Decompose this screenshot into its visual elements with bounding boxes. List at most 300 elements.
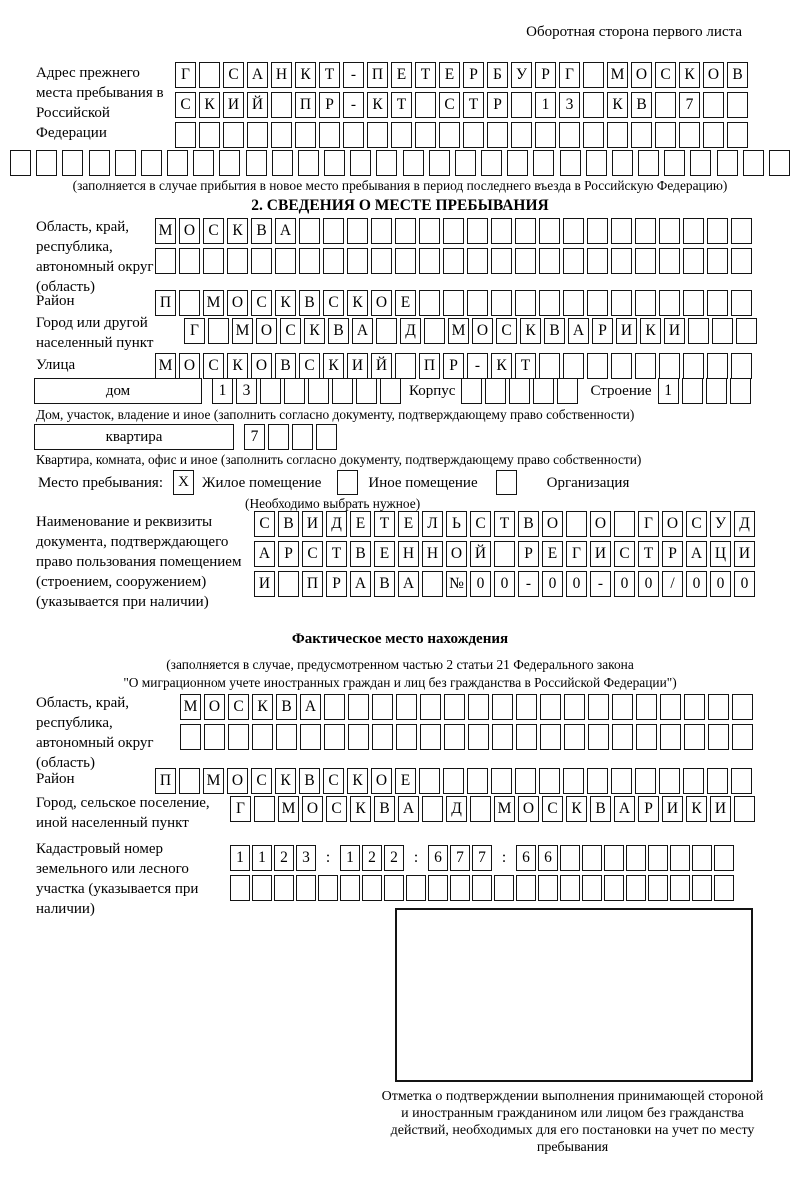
char-box: К (227, 218, 248, 244)
empty-char-box (219, 150, 240, 176)
char-box: Й (470, 541, 491, 567)
char-box: Л (422, 511, 443, 537)
char-box: О (227, 768, 248, 794)
empty-char-box (396, 724, 417, 750)
char-box: О (590, 511, 611, 537)
char-box: 7 (679, 92, 700, 118)
char-box: 1 (212, 378, 233, 404)
empty-char-box (491, 248, 512, 274)
empty-char-box (583, 62, 604, 88)
empty-char-box (340, 875, 360, 901)
char-box: К (323, 353, 344, 379)
empty-char-box (516, 724, 537, 750)
char-box: О (446, 541, 467, 567)
char-box: 3 (236, 378, 257, 404)
char-box: С (223, 62, 244, 88)
empty-char-box (348, 724, 369, 750)
empty-char-box (348, 694, 369, 720)
char-box: М (494, 796, 515, 822)
empty-char-box (566, 511, 587, 537)
kvartira-cells (244, 424, 337, 450)
char-box: - (343, 92, 364, 118)
doc-row-3 (254, 571, 755, 597)
empty-char-box (612, 150, 633, 176)
empty-char-box (539, 353, 560, 379)
char-box: К (347, 768, 368, 794)
empty-char-box (299, 218, 320, 244)
empty-char-box (557, 378, 578, 404)
empty-char-box (659, 248, 680, 274)
char-box: С (228, 694, 249, 720)
char-box: К (367, 92, 388, 118)
char-box: В (299, 768, 320, 794)
char-box: 7 (472, 845, 492, 871)
char-box: В (631, 92, 652, 118)
char-box: Й (371, 353, 392, 379)
empty-char-box (89, 150, 110, 176)
empty-char-box (690, 150, 711, 176)
empty-char-box (648, 845, 668, 871)
prev-address-row-4 (10, 150, 790, 176)
char-box: И (223, 92, 244, 118)
char-box: С (323, 290, 344, 316)
empty-char-box (655, 122, 676, 148)
char-box: Е (395, 768, 416, 794)
char-box: О (542, 511, 563, 537)
ulitsa-label: Улица (36, 357, 76, 373)
doc-row-1 (254, 511, 755, 537)
empty-char-box (659, 290, 680, 316)
empty-char-box (391, 122, 412, 148)
oblast-row-1 (155, 218, 752, 244)
empty-char-box (670, 845, 690, 871)
empty-char-box (252, 724, 273, 750)
empty-char-box (199, 122, 220, 148)
empty-char-box (635, 218, 656, 244)
empty-char-box (604, 875, 624, 901)
fact-title: Фактическое место нахождения (291, 631, 509, 647)
empty-char-box (467, 218, 488, 244)
empty-char-box (731, 768, 752, 794)
empty-char-box (247, 122, 268, 148)
fact-rayon-label: Район (36, 771, 75, 787)
prev-address-row-2 (175, 92, 748, 118)
char-box: 0 (734, 571, 755, 597)
empty-char-box (227, 248, 248, 274)
empty-char-box (660, 724, 681, 750)
char-box: В (727, 62, 748, 88)
empty-char-box (492, 694, 513, 720)
char-box: - (343, 62, 364, 88)
empty-char-box (415, 122, 436, 148)
korpus-cells (461, 378, 578, 404)
empty-char-box (614, 511, 635, 537)
empty-char-box (179, 290, 200, 316)
empty-char-box (298, 150, 319, 176)
char-box: И (347, 353, 368, 379)
empty-char-box (396, 694, 417, 720)
residence-zhiloe-checkbox: X (173, 470, 194, 495)
empty-char-box (707, 290, 728, 316)
empty-char-box (563, 768, 584, 794)
char-box: С (496, 318, 517, 344)
char-box: А (568, 318, 589, 344)
empty-char-box (564, 694, 585, 720)
empty-char-box (743, 150, 764, 176)
char-box: К (566, 796, 587, 822)
char-box: Д (446, 796, 467, 822)
kvartira-box: квартира (34, 424, 234, 450)
empty-char-box (714, 845, 734, 871)
char-box: С (254, 511, 275, 537)
empty-char-box (560, 875, 580, 901)
char-box: П (419, 353, 440, 379)
char-box: 0 (686, 571, 707, 597)
empty-char-box (635, 248, 656, 274)
char-box: 1 (252, 845, 272, 871)
empty-char-box (648, 875, 668, 901)
char-box: К (347, 290, 368, 316)
char-box: Н (398, 541, 419, 567)
char-box: П (367, 62, 388, 88)
fact-rayon-row (155, 768, 752, 794)
empty-char-box (612, 724, 633, 750)
char-box: С (280, 318, 301, 344)
empty-char-box (167, 150, 188, 176)
char-box: О (703, 62, 724, 88)
char-box: Р (443, 353, 464, 379)
empty-char-box (708, 694, 729, 720)
empty-char-box (533, 150, 554, 176)
empty-char-box (539, 218, 560, 244)
char-box: И (590, 541, 611, 567)
char-box: С (323, 768, 344, 794)
empty-char-box (509, 378, 530, 404)
empty-char-box (300, 724, 321, 750)
char-box: К (295, 62, 316, 88)
char-box: Р (278, 541, 299, 567)
residence-org-checkbox (496, 470, 517, 495)
empty-char-box (380, 378, 401, 404)
empty-char-box (583, 92, 604, 118)
char-box: С (470, 511, 491, 537)
empty-char-box (564, 724, 585, 750)
empty-char-box (424, 318, 445, 344)
char-box: Е (542, 541, 563, 567)
empty-char-box (582, 845, 602, 871)
empty-char-box (706, 378, 727, 404)
empty-char-box (175, 122, 196, 148)
empty-char-box (563, 218, 584, 244)
char-box: С (686, 511, 707, 537)
empty-char-box (467, 248, 488, 274)
residence-inoe-label: Иное помещение (368, 475, 478, 491)
char-box: И (664, 318, 685, 344)
residence-inoe-checkbox (337, 470, 358, 495)
empty-char-box (736, 318, 757, 344)
empty-char-box (611, 248, 632, 274)
empty-char-box (376, 150, 397, 176)
residence-type-note: (Необходимо выбрать нужное) (245, 496, 421, 511)
char-box: О (631, 62, 652, 88)
char-box: О (256, 318, 277, 344)
char-box: Г (638, 511, 659, 537)
char-box: А (247, 62, 268, 88)
prev-address-note: (заполняется в случае прибытия в новое место пребывания в период последнего въезда в Российскую Федерацию) (72, 178, 728, 193)
char-box: Р (518, 541, 539, 567)
prev-address-label: Адрес прежнего места пребывания в Российской Федерации (36, 65, 164, 141)
empty-char-box (371, 248, 392, 274)
empty-char-box (36, 150, 57, 176)
empty-char-box (583, 122, 604, 148)
empty-char-box (384, 875, 404, 901)
empty-char-box (443, 248, 464, 274)
empty-char-box (395, 218, 416, 244)
empty-char-box (472, 875, 492, 901)
char-box: Т (391, 92, 412, 118)
char-box: 6 (538, 845, 558, 871)
empty-char-box (515, 248, 536, 274)
empty-char-box (703, 92, 724, 118)
empty-char-box (276, 724, 297, 750)
char-box: А (614, 796, 635, 822)
char-box: М (155, 353, 176, 379)
char-box: О (227, 290, 248, 316)
char-box: Е (350, 511, 371, 537)
char-box: 0 (638, 571, 659, 597)
char-box: 1 (535, 92, 556, 118)
char-box: Т (326, 541, 347, 567)
char-box: К (252, 694, 273, 720)
char-box: У (710, 511, 731, 537)
empty-char-box (507, 150, 528, 176)
empty-char-box (635, 290, 656, 316)
empty-char-box (193, 150, 214, 176)
char-box: Т (374, 511, 395, 537)
char-box: Т (415, 62, 436, 88)
char-box: В (276, 694, 297, 720)
empty-char-box (692, 875, 712, 901)
char-box: 0 (470, 571, 491, 597)
char-box: А (398, 571, 419, 597)
char-box: К (275, 768, 296, 794)
empty-char-box (463, 122, 484, 148)
char-box: А (254, 541, 275, 567)
char-box: О (179, 218, 200, 244)
char-box: К (491, 353, 512, 379)
section2-title: 2. СВЕДЕНИЯ О МЕСТЕ ПРЕБЫВАНИЯ (251, 197, 549, 214)
empty-char-box (683, 218, 704, 244)
empty-char-box (271, 122, 292, 148)
empty-char-box (115, 150, 136, 176)
empty-char-box (670, 875, 690, 901)
empty-char-box (299, 248, 320, 274)
empty-char-box (443, 290, 464, 316)
residence-org-label: Организация (546, 475, 630, 491)
char-box: Е (374, 541, 395, 567)
empty-char-box (692, 845, 712, 871)
empty-char-box (179, 248, 200, 274)
char-box: М (155, 218, 176, 244)
empty-char-box (707, 768, 728, 794)
gorod-row (184, 318, 757, 344)
char-box: А (350, 571, 371, 597)
char-box: Р (319, 92, 340, 118)
empty-char-box (515, 218, 536, 244)
page-side-note: Оборотная сторона первого листа (526, 24, 742, 40)
empty-char-box (180, 724, 201, 750)
char-box: К (679, 62, 700, 88)
char-box: 0 (614, 571, 635, 597)
char-box: М (203, 290, 224, 316)
empty-char-box (343, 122, 364, 148)
empty-char-box (769, 150, 790, 176)
empty-char-box (10, 150, 31, 176)
empty-char-box (563, 290, 584, 316)
dom-box: дом (34, 378, 202, 404)
char-box: М (278, 796, 299, 822)
empty-char-box (141, 150, 162, 176)
empty-char-box (727, 122, 748, 148)
char-box: 0 (494, 571, 515, 597)
rayon-row (155, 290, 752, 316)
char-box: Т (463, 92, 484, 118)
empty-char-box (707, 248, 728, 274)
empty-char-box (611, 290, 632, 316)
empty-char-box (611, 218, 632, 244)
ulitsa-row (155, 353, 752, 379)
prev-address-row-1 (175, 62, 748, 88)
residence-type-label: Место пребывания: (38, 475, 163, 491)
char-box: Г (184, 318, 205, 344)
empty-char-box (356, 378, 377, 404)
char-box: В (299, 290, 320, 316)
empty-char-box (511, 92, 532, 118)
empty-char-box (684, 694, 705, 720)
empty-char-box (560, 150, 581, 176)
dom-row (34, 378, 751, 404)
empty-char-box (731, 248, 752, 274)
empty-char-box (535, 122, 556, 148)
char-box: Р (662, 541, 683, 567)
stamp-box (395, 908, 753, 1082)
char-box: С (302, 541, 323, 567)
empty-char-box (626, 845, 646, 871)
empty-char-box (467, 768, 488, 794)
empty-char-box (683, 768, 704, 794)
empty-char-box (636, 724, 657, 750)
separator-char: : (318, 845, 338, 871)
empty-char-box (655, 92, 676, 118)
empty-char-box (443, 218, 464, 244)
empty-char-box (714, 875, 734, 901)
char-box: Т (638, 541, 659, 567)
char-box: 7 (244, 424, 265, 450)
empty-char-box (638, 150, 659, 176)
korpus-label: Корпус (409, 383, 456, 399)
empty-char-box (422, 571, 443, 597)
char-box: В (251, 218, 272, 244)
empty-char-box (582, 875, 602, 901)
empty-char-box (703, 122, 724, 148)
char-box: Н (271, 62, 292, 88)
char-box: 0 (710, 571, 731, 597)
char-box: - (467, 353, 488, 379)
char-box: Т (319, 62, 340, 88)
char-box: В (374, 796, 395, 822)
empty-char-box (511, 122, 532, 148)
char-box: Е (398, 511, 419, 537)
empty-char-box (362, 875, 382, 901)
fact-oblast-row-2 (180, 724, 753, 750)
empty-char-box (539, 290, 560, 316)
char-box: С (655, 62, 676, 88)
empty-char-box (422, 796, 443, 822)
stroenie-cells (658, 378, 751, 404)
empty-char-box (208, 318, 229, 344)
empty-char-box (731, 218, 752, 244)
empty-char-box (223, 122, 244, 148)
empty-char-box (420, 724, 441, 750)
empty-char-box (563, 353, 584, 379)
empty-char-box (559, 122, 580, 148)
char-box: Р (487, 92, 508, 118)
char-box: Б (487, 62, 508, 88)
kadastr-row-1 (230, 845, 736, 871)
empty-char-box (683, 353, 704, 379)
empty-char-box (492, 724, 513, 750)
empty-char-box (296, 875, 316, 901)
char-box: Р (326, 571, 347, 597)
char-box: С (299, 353, 320, 379)
fact-gorod-row (230, 796, 755, 822)
char-box: В (350, 541, 371, 567)
char-box: А (300, 694, 321, 720)
dom-note: Дом, участок, владение и иное (заполнить согласно документу, подтверждающему право собственности) (36, 407, 635, 422)
empty-char-box (371, 218, 392, 244)
char-box: О (371, 768, 392, 794)
char-box: А (686, 541, 707, 567)
empty-char-box (332, 378, 353, 404)
empty-char-box (636, 694, 657, 720)
empty-char-box (485, 378, 506, 404)
empty-char-box (199, 62, 220, 88)
empty-char-box (179, 768, 200, 794)
empty-char-box (367, 122, 388, 148)
empty-char-box (347, 248, 368, 274)
empty-char-box (467, 290, 488, 316)
empty-char-box (730, 378, 751, 404)
char-box: С (203, 353, 224, 379)
empty-char-box (587, 290, 608, 316)
empty-char-box (660, 694, 681, 720)
empty-char-box (734, 796, 755, 822)
char-box: № (446, 571, 467, 597)
empty-char-box (419, 768, 440, 794)
empty-char-box (684, 724, 705, 750)
kvartira-note: Квартира, комната, офис и иное (заполнить согласно документу, подтверждающему право собственности) (36, 452, 642, 467)
char-box: С (326, 796, 347, 822)
char-box: П (155, 290, 176, 316)
char-box: И (254, 571, 275, 597)
empty-char-box (468, 724, 489, 750)
char-box: П (295, 92, 316, 118)
char-box: Д (734, 511, 755, 537)
empty-char-box (203, 248, 224, 274)
char-box: О (518, 796, 539, 822)
empty-char-box (372, 694, 393, 720)
char-box: С (439, 92, 460, 118)
